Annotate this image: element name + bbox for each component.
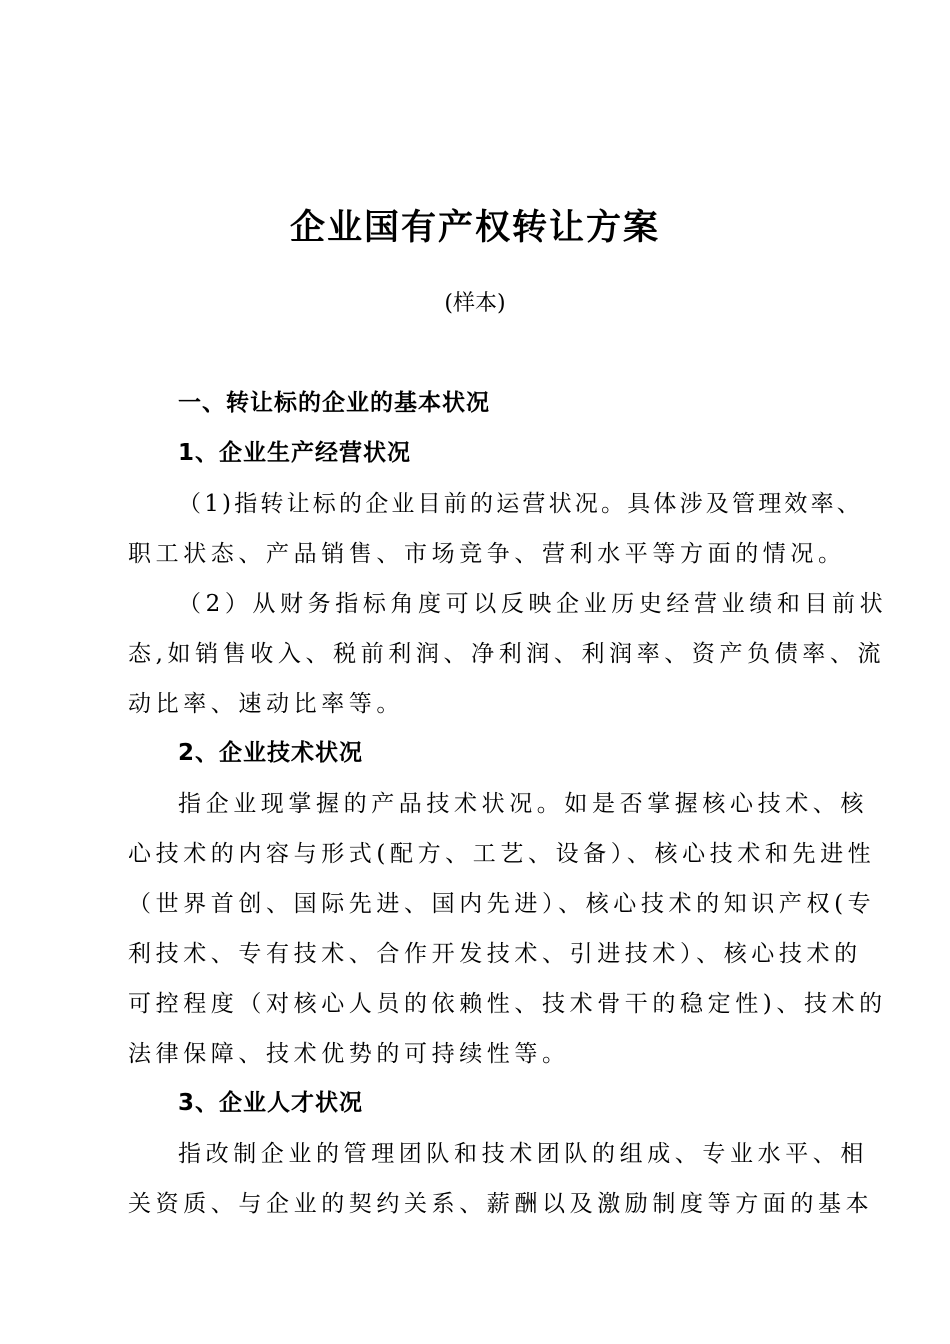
paragraph-line: 指企业现掌握的产品技术状况。如是否掌握核心技术、核 — [178, 791, 868, 817]
section-3-heading: 3、企业人才状况 — [178, 1090, 364, 1116]
paragraph-line: （1)指转让标的企业目前的运营状况。具体涉及管理效率、 — [178, 491, 864, 517]
paragraph-line: （2）从财务指标角度可以反映企业历史经营业绩和目前状 — [178, 591, 888, 617]
paragraph-line: 心技术的内容与形式(配方、工艺、设备）、核心技术和先进性 — [128, 841, 876, 867]
paragraph-line: 关资质、与企业的契约关系、薪酬以及激励制度等方面的基本 — [128, 1191, 874, 1217]
document-subtitle: (样本) — [444, 291, 506, 316]
paragraph-line: 利技术、专有技术、合作开发技术、引进技术）、核心技术的 — [128, 941, 862, 967]
paragraph-line: 态,如销售收入、税前利润、净利润、利润率、资产负债率、流 — [128, 641, 886, 667]
paragraph-line: （世界首创、国际先进、国内先进）、核心技术的知识产权(专 — [128, 891, 876, 917]
main-heading: 一、转让标的企业的基本状况 — [178, 390, 490, 416]
section-2-heading: 2、企业技术状况 — [178, 740, 364, 766]
section-1-heading: 1、企业生产经营状况 — [178, 440, 412, 466]
paragraph-line: 可控程度（对核心人员的依赖性、技术骨干的稳定性)、技术的 — [128, 991, 887, 1017]
document-title: 企业国有产权转让方案 — [289, 207, 660, 248]
paragraph-line: 法律保障、技术优势的可持续性等。 — [128, 1041, 570, 1067]
paragraph-line: 指改制企业的管理团队和技术团队的组成、专业水平、相 — [178, 1141, 868, 1167]
paragraph-line: 职工状态、产品销售、市场竞争、营利水平等方面的情况。 — [128, 541, 846, 567]
paragraph-line: 动比率、速动比率等。 — [128, 691, 404, 717]
